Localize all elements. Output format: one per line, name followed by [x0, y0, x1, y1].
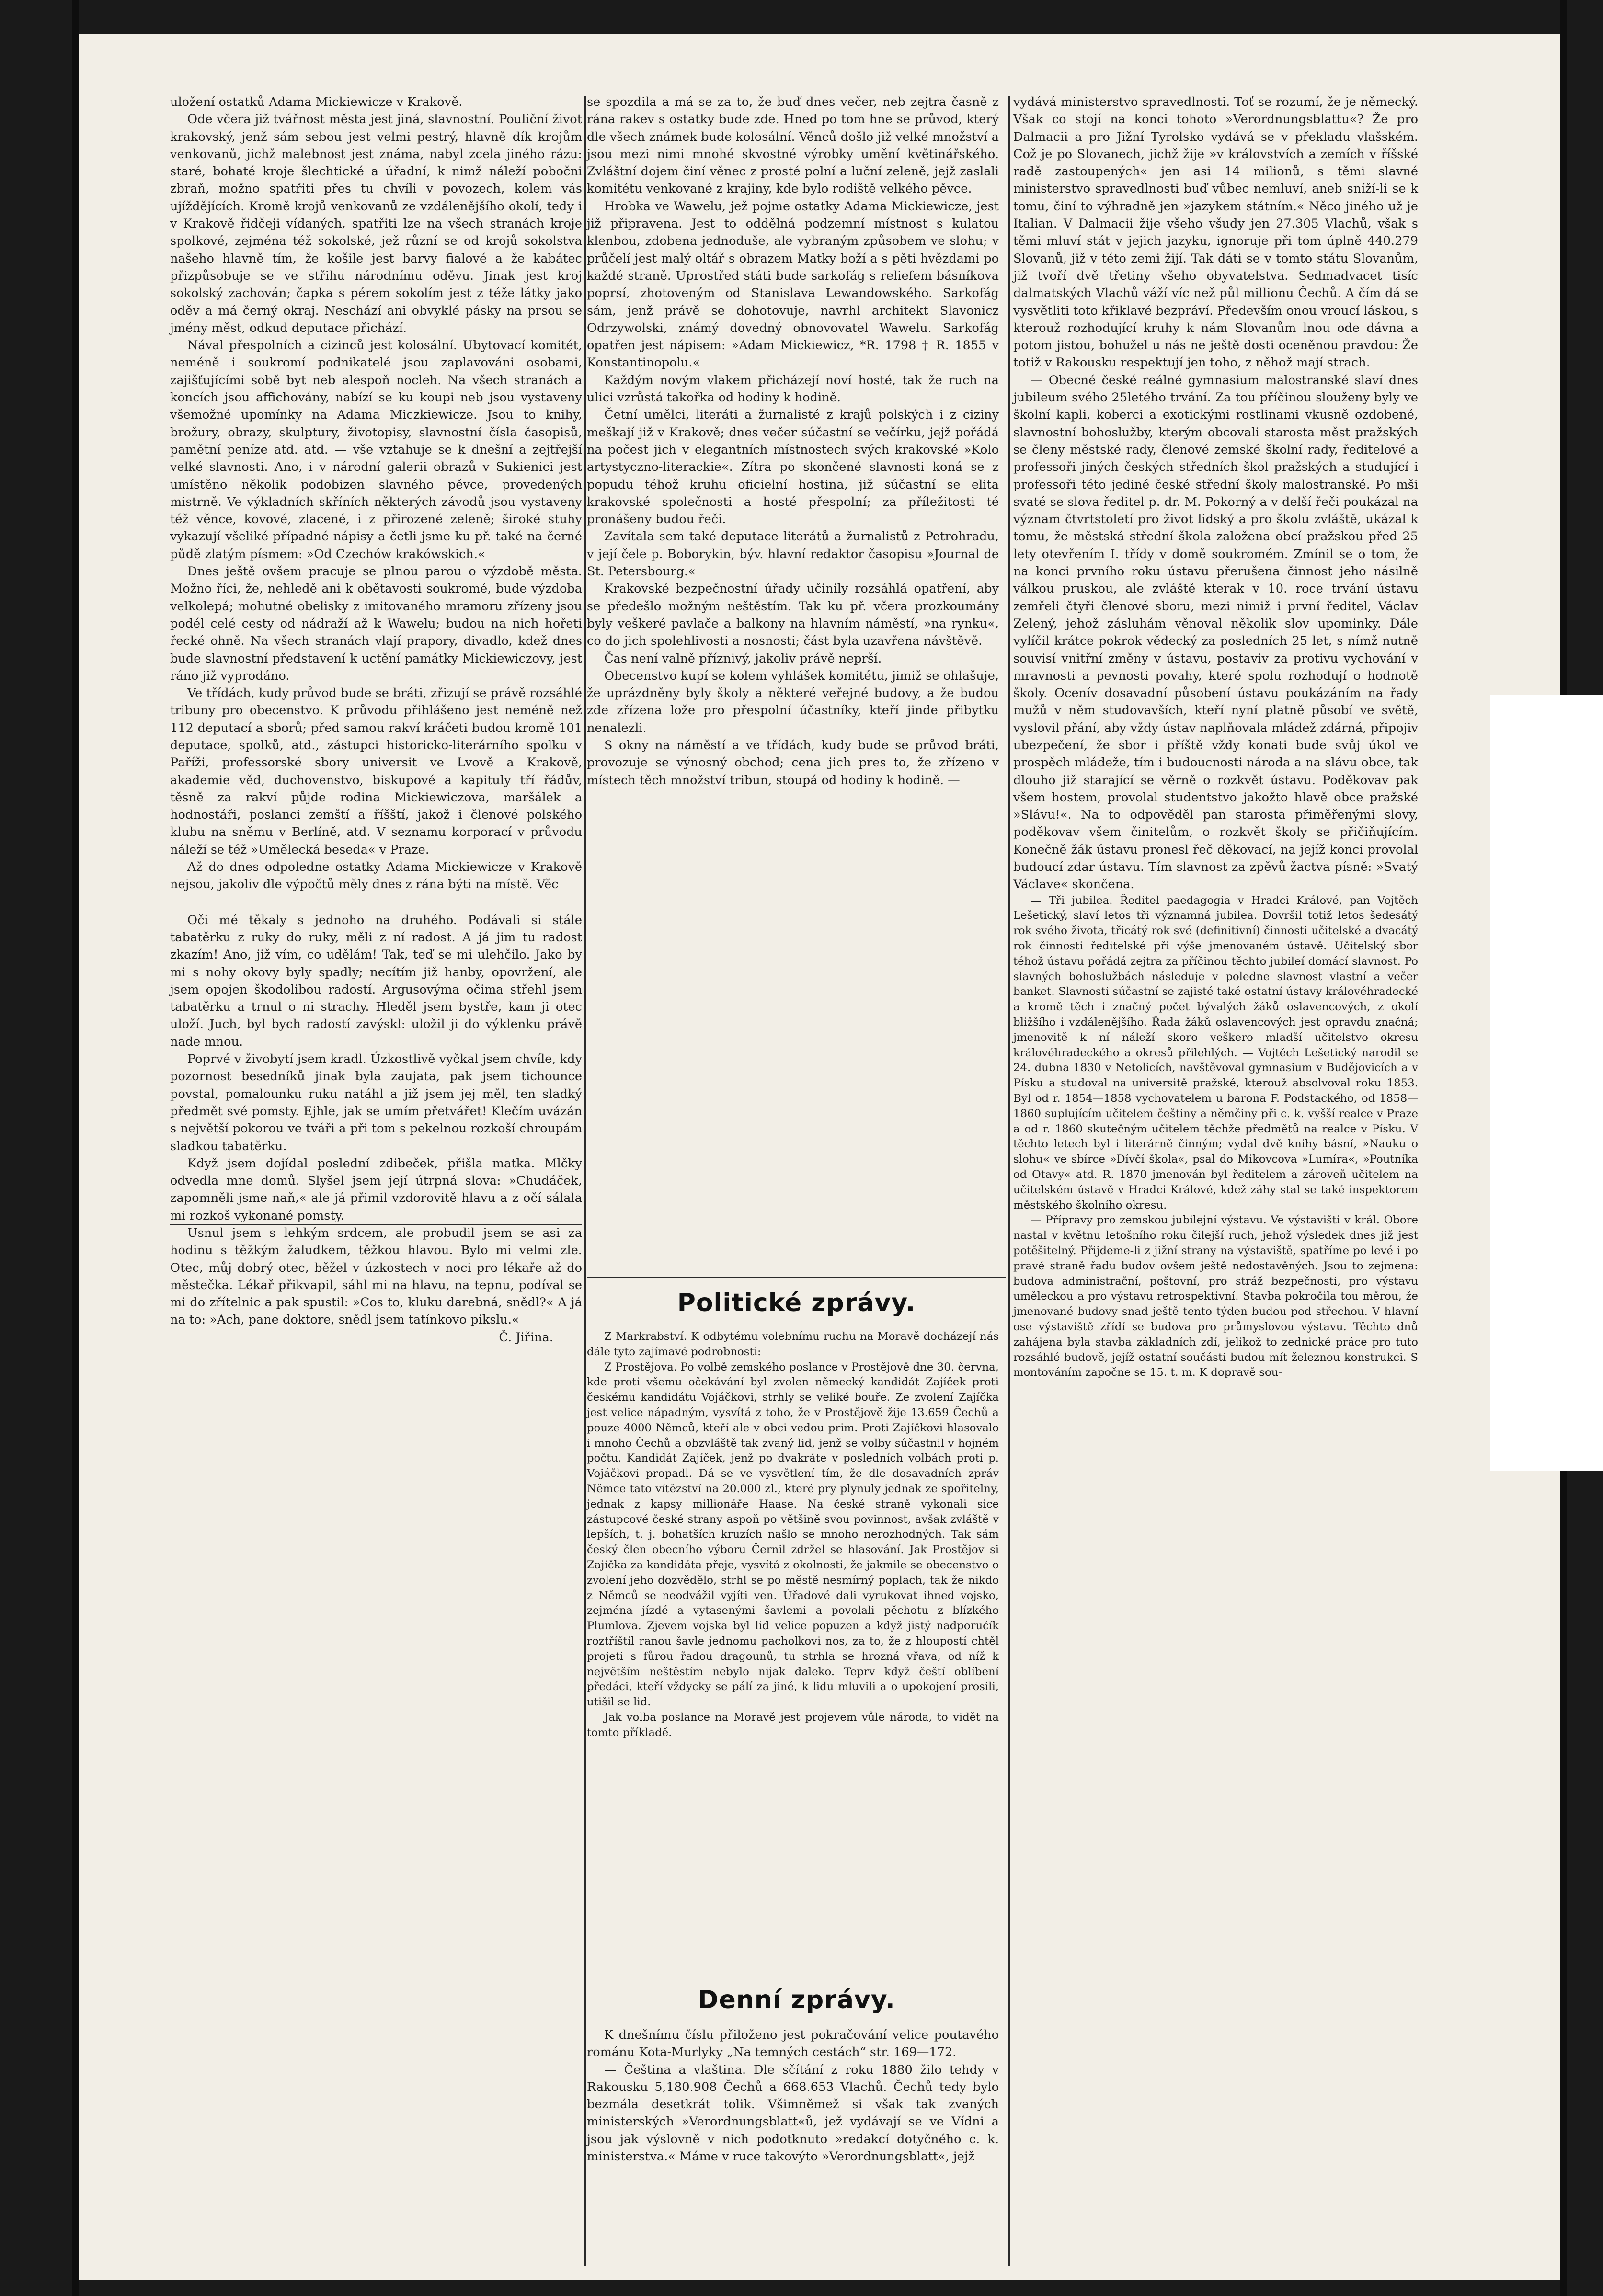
article-text: — Přípravy pro zemskou jubilejní výstavu. Ve výstavišti v král. Obore nastal v květnu letošního roku čilejší ruch, jehož výsledek dnes již jest potěšitelný. Přijdeme-li z jižní strany na výstaviště, spatříme po levé i po pravé straně řadu budov ovšem ještě nedostavěných. Jsou to zejmena: budova administrační, poštovní, pro stráž bezpečnosti, pro výstavu uměleckou a pro výstavu retrospektivní. Stavba pokročila tou měrou, že jmenované budovy snad ještě tento týden budou pod střechou. V hlavní ose výstaviště zřídí se budova pro průmyslovou výstavu. Těchto dnů zahájena byla stavba základních zdí, jelikož to zednické práce pro tuto rozsáhlé budově, jejíž ostatní součásti budou mít železnou konstrukci. S montováním započne se 15. t. m. K dopravě sou-: [1013, 1214, 1418, 1379]
article-text: Dnes ještě ovšem pracuje se plnou parou o výzdobě města. Možno říci, že, nehledě ani k obětavosti soukromé, bude výzdoba velkolepá; mohutné obelisky z imitovaného mramoru zřízeny jsou podél celé cesty od nádraží až k Wawelu; budou na nich hořeti řecké ohně. Na všech stranách vlají prapory, divadlo, kdež dnes bude slavnostní představení k uctění památky Mickiewiczovy, jest ráno již vyprodáno.: [170, 564, 582, 683]
feuilleton-text: Oči mé těkaly s jednoho na druhého. Podávali si stále tabatěrku z ruky do ruky, měli z ní radost. A já jim tu radost zkazím! Ano, již vím, co udělám! Tak, teď se mi ulehčilo. Jako by mi s nohy okovy byly spadly; necítím již hanby, opovržení, ale jsem opojen škodolibou radostí. Argusovýma očima střehl jsem tabatěrku a trnul o ni strachy. Hleděl jsem bystře, kam ji otec uloží. Juch, byl bych radostí zavýskl: uložil ji do výklenku právě nade mnou.: [170, 913, 582, 1049]
section-heading-politicke: Politické zprávy.: [677, 1289, 916, 1317]
article-text: Každým novým vlakem přicházejí noví hosté, tak že ruch na ulici vzrůstá takořka od hodiny k hodině.: [587, 373, 999, 405]
article-text: Až do dnes odpoledne ostatky Adama Mickiewicze v Krakově nejsou, jakoliv dle výpočtů měly dnes z rána býti na místě. Věc: [170, 860, 582, 892]
section-heading-denni: Denní zprávy.: [698, 1986, 895, 2014]
column-rule: [584, 96, 586, 2266]
column-2-daily: [587, 2026, 999, 2165]
article-text: Obecenstvo kupí se kolem vyhlášek komitétu, jimiž se ohlašuje, že uprázdněny byly školy a některé veřejné budovy, a že budou zde zřízena lože pro přespolní účastníky, kteří jinde přibytku nenalezli.: [587, 668, 999, 735]
column-rule: [1008, 96, 1010, 2266]
article-text: Hrobka ve Wawelu, jež pojme ostatky Adama Mickiewicze, jest již připravena. Jest to oddělná podzemní místnost s kulatou klenbou, zdobena jednoduše, ale vybraným způsobem ve slohu; v průčelí jest malý oltář s obrazem Matky boží a s pěti hvězdami po každé straně. Uprostřed státi bude sarkofág s reliefem básníkova poprsí, zhotoveným od Stanislava Lewandowského. Sarkofág sám, jenž právě se dohotovuje, navrhl architekt Slavonicz Odrzywolski, známý dovedný obnovovatel Wawelu. Sarkofág opatřen jest nápisem: »Adam Mickiewicz, *R. 1798 † R. 1855 v Konstantinopolu.«: [587, 199, 999, 370]
daily-news-text: — Čeština a vlaština. Dle sčítání z roku 1880 žilo tehdy v Rakousku 5,180.908 Čechů a 668.653 Vlachů. Čechů tedy bylo bezmála desetkrát tolik. Všimněmež si však tak zvaných ministerských »Verordnungsblatt«ů, jež vydávají se ve Vídni a jsou jak výslovně v nich podotknuto »redakcí dotyčného c. k. ministerstva.« Máme v ruce takovýto »Verordnungsblatt«, jejž: [587, 2062, 999, 2164]
article-text: S okny na náměstí a ve třídách, kudy bude se průvod bráti, provozuje se výnosný obchod; cena jich pres to, že zřízeno v místech těch množství tribun, stoupá od hodiny k hodině. —: [587, 738, 999, 788]
article-text: se spozdila a má se za to, že buď dnes večer, neb zejtra časně z rána rakev s ostatky bude zde. Hned po tom hne se průvod, který dle všech známek bude kolosální. Věnců došlo již velké množství a jsou mezi nimi mnohé skvostné výrobky umění květinářského. Zvláštní dojem činí věnec z prosté polní a luční zeleně, jejž zaslali komitétu venkované z krajiny, kde bylo rodiště velkého pěvce.: [587, 95, 999, 196]
article-text: vydává ministerstvo spravedlnosti. Toť se rozumí, že je německý. Však co stojí na konci tohoto »Verordnungsblattu«? Že pro Dalmacii a pro Jižní Tyrolsko vydává se v překladu vlašském. Což je po Slovanech, jichž žije »v královstvích a zemích v říšské radě zastoupených« jen asi 14 milionů, s těmi slavné ministerstvo spravedlnosti buď vůbec nemluví, aneb sníží-li se k tomu, činí to výhradně jen »jazykem státním.« Něco jiného už je Italian. V Dalmacii žije všeho všudy jen 27.305 Vlachů, však s těmi mluví stát v jejich jazyku, ignoruje při tom úplně 440.279 Slovanů, již v této zemi žijí. Tak dáti se v tomto státu Slovanům, již tvoří dvě třetiny všeho obyvatelstva. Sedmadvacet tisíc dalmatských Vlachů váží víc než půl millionu Čechů. A čím dá se vysvětliti toto křiklavé bezpráví. Především onou vroucí láskou, s kterouž rozhodující kruhy k nám Slovanům lnou ode dávna a potom jistou, bohužel u nás ne ještě dosti oceněnou pravdou: Že totiž v Rakousku respektují jen toho, z něhož mají strach.: [1013, 95, 1418, 370]
political-news-text: Z Markrabství. K odbytému volebnímu ruchu na Moravě docházejí nás dále tyto zajímavé podrobnosti:: [587, 1330, 999, 1358]
article-text: Ve třídách, kudy průvod bude se bráti, zřizují se právě rozsáhlé tribuny pro obecenstvo. K průvodu přihlášeno jest neméně než 112 deputací a sborů; před samou rakví kráčeti budou kromě 101 deputace, spolků, atd., zástupci historicko-literárního spolku v Paříži, professorské sbory universit ve Lvově a Krakově, akademie věd, duchovenstvo, biskupové a kapituly tří řádův, těsně za rakví půjde rodina Mickiewiczova, maršálek a hodnostáři, poslanci zemští a říšští, jakož i členové polského klubu na sněmu v Berlíně, atd. V seznamu korporací v průvodu náleží se též »Umělecká beseda« v Praze.: [170, 686, 582, 857]
section-rule: [587, 1277, 1006, 1278]
column-2: [587, 93, 999, 789]
article-text: Četní umělci, literáti a žurnalisté z krajů polských i z ciziny meškají již v Krakově; dnes večer súčastní se večírku, jejž pořádá na počest jich v elegantních místnostech svých krakovské »Kolo artystyczno-literackie«. Zítra po skončené slavnosti koná se z popudu téhož kruhu oficielní hostina, již súčastní se elita krakovské společnosti a hosté přespolní; za příležitosti té pronášeny budou řeči.: [587, 408, 999, 527]
political-news-text: Jak volba poslance na Moravě jest projevem vůle národa, to vidět na tomto příkladě.: [587, 1711, 999, 1739]
feuilleton-text: Poprvé v živobytí jsem kradl. Úzkostlivě vyčkal jsem chvíle, kdy pozornost besedníků jinak byla zaujata, pak jsem tichounce povstal, pomalounku ruku natáhl a již jsem jej měl, ten sladký předmět své pomsty. Ejhle, jak se umím přetvářet! Klečím uvázán s největší pokorou ve tváři a při tom s pekelnou rozkoší chroupám sladkou tabatěrku.: [170, 1052, 582, 1154]
article-text: uložení ostatků Adama Mickiewicze v Krakově.: [170, 95, 463, 109]
daily-news-text: K dnešnímu číslu přiloženo jest pokračování velice poutavého románu Kota-Murlyky „Na temných cestách“ str. 169—172.: [587, 2028, 999, 2060]
feuilleton-text: Když jsem dojídal poslední zdibeček, přišla matka. Mlčky odvedla mne domů. Slyšel jsem její útrpná slova: »Chudáček, zapomněli jsme naň,« ale já přimil vzdorovitě hlavu a z očí sálala mi rozkoš vykonané pomsty.: [170, 1156, 582, 1223]
article-text: Zavítala sem také deputace literátů a žurnalistů z Petrohradu, v její čele p. Boborykin, býv. hlavní redaktor časopisu »Journal de St. Petersbourg.«: [587, 529, 999, 579]
article-text: Krakovské bezpečnostní úřady učinily rozsáhlá opatření, aby se předešlo možným neštěstím. Tak ku př. včera prozkoumány byly veškeré pavlače a balkony na hlavním náměstí, »na rynku«, co do jich spolehlivosti a nosnosti; část byla uzavřena návštěvě.: [587, 582, 999, 649]
page-edge-left: [72, 0, 79, 2296]
article-text: Nával přespolních a cizinců jest kolosální. Ubytovací komitét, neméně i soukromí podnikatelé jsou zaplavováni osobami, zajišťujícími sobě byt neb alespoň nocleh. Na všech stranách a koncích jsou affichovány, nabízí se ku koupi neb jsou vystaveny všemožné upomínky na Adama Miczkiewicze. Jsou to knihy, brožury, obrazy, skulptury, životopisy, slavnostní čísla časopisů, pamětní peníze atd. atd. — vše vztahuje se k dnešní a zejtřejší velké slavnosti. Ano, i v národní galerii obrazů v Sukienici jest umístěno několik podobizen slavného pěvce, provedených mistrně. Ve výkladních skříních některých závodů jsou vystaveny též věnce, kovové, zlacené, i z přirozené zeleně; široké stuhy vykazují všeliké případné nápisy a četli jsme ku př. také na černé půdě zlatým písmem: »Od Czechów krakówskich.«: [170, 338, 582, 561]
feuilleton-signature: Č. Jiřina.: [499, 1330, 553, 1345]
article-text: Ode včera již tvářnost města jest jiná, slavnostní. Pouliční život krakovský, jenž sám sebou jest velmi pestrý, hlavně dík krojům venkovanů, jichž malebnost jest známa, nabyl zcela jiného rázu: staré, bohaté kroje šlechtické a úřadní, k nimž náleží pobočni zbraň, možno spatřiti přes tu chvíli v povozech, kolem vás ujíždějících. Kromě krojů venkovanů ze vzdálenějšího okolí, tedy i v Krakově řidčeji vídaných, spatřiti lze na všech stranách kroje spolkové, zejména též sokolské, jež různí se od krojů sokolstva našeho hlavně tím, že košile jest barvy fialové a že kabátec přizpůsobuje se ve střihu národnímu oděvu. Jinak jest kroj sokolský zachován; čapka s pérem sokolím jest z téže látky jako oděv a má černý okraj. Neschází ani obvyklé pásky na prsou se jmény měst, odkud deputace přichází.: [170, 112, 582, 335]
article-text: — Obecné české reálné gymnasium malostranské slaví dnes jubileum svého 25letého trvání. Za tou příčinou slouženy byly ve školní kapli, koberci a exotickými rostlinami vkusně ozdobené, slavnostní bohoslužby, kterým obcovali starosta měst pražských se členy městské rady, členové zemské školní rady, ředitelové a professoři jiných českých středních škol pražských a studující i professoři této jediné české střední školy malostranské. Po mši svaté se slova ředitel p. dr. M. Pokorný a v delší řeči poukázal na význam čtvrtstoletí pro život lidský a pro školu zvláště, ukázal k tomu, že městská střední škola založena obcí pražskou před 25 lety otevřením I. třídy v domě soukromém. Zmínil se o tom, že na konci prvního roku ústavu přerušena činnost jeho násilně válkou pruskou, ale zvláště kterak v 10. roce trvání ústavu zemřeli čtyři členové sboru, mezi nimiž i první ředitel, Václav Zelený, jehož zásluhám věnoval několik slov upominky. Dále vylíčil krátce pokrok vědecký za posledních 25 let, s nímž nutně souvisí vnitřní změny v ústavu, postaviv za protivu vychování v mravnosti a pevnosti povahy, které spolu rozhodují o hodnotě školy. Ocenív dosavadní působení ústavu poukázáním na řady mužů v něm studovavších, kteří nyní platně působí ve světě, vyslovil přání, aby vždy ústav naplňovala mládež zdárná, připojiv ubezpečení, že sbor i příště vždy konati bude svůj úkol ve prospěch mládeže, tím i budoucnosti národa a na slávu obce, tak dlouho již starající se věrně o rozkvět ústavu. Poděkovav pak všem hostem, provolal studentstvo jakožto hlavě obce pražské »Slávu!«. Na to odpověděl pan starosta přiměřenými slovy, poděkovav všem činitelům, o rozkvět školy se přičiňujícím. Konečně žák ústavu pronesl řeč děkovací, na jejíž konci provolal budoucí zdar ústavu. Tím slavnost za zpěvů žactva písně: »Svatý Václave« skončena.: [1013, 373, 1418, 892]
feuilleton-text: Usnul jsem s lehkým srdcem, ale probudil jsem se asi za hodinu s těžkým žaludkem, těžkou hlavou. Bylo mi velmi zle. Otec, můj dobrý otec, běžel v úzkostech v noci pro lékaře až do městečka. Lékař přikvapil, sáhl mi na hlavu, na tepnu, podíval se mi do zřítelnic a pak spustil: »Cos to, kluku darebná, snědl?« A já na to: »Ach, pane doktore, snědl jsem tatínkovo pikslu.«: [170, 1226, 582, 1327]
column-1: [170, 93, 582, 1346]
article-text: Čas není valně příznivý, jakoliv právě neprší.: [604, 651, 882, 666]
column-3: [1013, 93, 1418, 1381]
margin-blank-insert: [1490, 695, 1603, 1471]
political-news-text: Z Prostějova. Po volbě zemského poslance v Prostějově dne 30. června, kde proti všemu očekávání byl zvolen německý kandidát Zajíček proti českému kandidátu Vojáčkovi, strhly se veliké bouře. Ze zvolení Zajíčka jest velice nápadným, vysvítá z toho, že v Prostějově žije 13.659 Čechů a pouze 4000 Němců, kteří ale v obci vedou prim. Proti Zajíčkovi hlasovalo i mnoho Čechů a obzvláště tak zvaný lid, jenž se volby súčastnil v hojném počtu. Kandidát Zajíček, jenž po dvakráte v posledních volbách proti p. Vojáčkovi propadl. Dá se ve vysvětlení tím, že dle dosavadních zpráv Němce tato vítězství na 20.000 zl., které pry plynuly jednak ze spořitelny, jednak z kapsy millionáře Haase. Na české straně vykonali sice zástupcové české strany aspoň po většině svou povinnost, avšak zvláště v lepších, t. j. bohatších kruzích našlo se mnoho nerozhodných. Tak sám český člen obecního výboru Černil zdržel se hlasování. Jak Prostějov si Zajíčka za kandidáta přeje, vysvítá z okolnosti, že jakmile se obecenstvo o zvolení jeho dozvědělo, strhl se po městě nesmírný poplach, tak že nikdo z Němců se neodvážil vyjíti ven. Úřadové dali vyrukovat ihned vojsko, zejména jízdé a vytasenými šavlemi a povolali pěchotu z blízkého Plumlova. Zjevem vojska byl lid velice popuzen a když jistý nadporučík roztříštil ranou šavle jednomu pacholkovi nos, za to, že z hloupostí chtěl projeti s fůrou řadou dragounů, tu strhla se hrozná vřava, od níž k největším neštěstím nebylo nijak daleko. Teprv když čeští oblíbení předáci, kteří vždycky se pálí za jiné, k lidu mluvili a o upokojení prosili, utišil se lid.: [587, 1360, 999, 1709]
column-2-political: [587, 1329, 999, 1741]
article-text: — Tři jubilea. Ředitel paedagogia v Hradci Králové, pan Vojtěch Lešetický, slaví letos tři významná jubilea. Dovršil totiž letos šedesátý rok svého života, třicátý rok své (definitivní) činnosti učitelské a dvacátý rok činnosti ředitelské při výše jmenovaném ústavě. Učitelský sbor téhož ústavu pořádá zejtra za příčinou těchto jubileí domácí slavnost. Po slavných bohoslužbách následuje v poledne slavnost vlastní a večer banket. Slavnosti súčastní se zajisté také ostatní ústavy královéhradecké a kromě těch i značný počet bývalých žáků oslavencových, z okolí bližšího i vzdálenějšího. Řada žáků oslavencových jest opravdu značná; jmenovitě k ní náleží skoro veškero mladší učitelstvo okresu královéhradeckého a okresů přilehlých. — Vojtěch Lešetický narodil se 24. dubna 1830 v Netolicích, navštěvoval gymnasium v Budějovicích a v Písku a studoval na universitě pražské, kterouž absolvoval roku 1853. Byl od r. 1854—1858 vychovatelem u barona F. Podstackého, od 1858—1860 suplujícím učitelem češtiny a němčiny při c. k. vyšší realce v Praze a od r. 1860 skutečným učitelem těchže předmětů na realce v Písku. V těchto letech byl i literárně činným; vydal dvě knihy básní, »Nauku o slohu« ve sbírce »Dívčí škola«, psal do Mikovcova »Lumíra«, »Poutníka od Otavy« atd. R. 1870 jmenován byl ředitelem a zároveň učitelem na učitelském ústavě v Hradci Králové, kdež záhy stal se také inspektorem městského školního okresu.: [1013, 894, 1418, 1211]
